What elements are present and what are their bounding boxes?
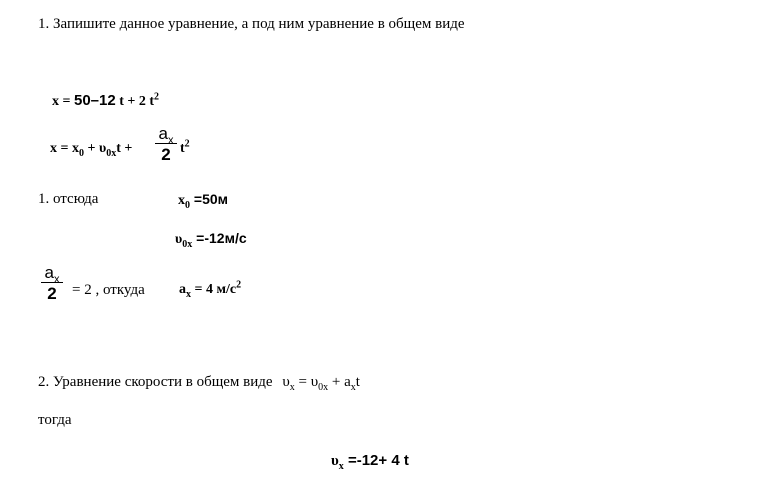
general-eq-v: + υ [83, 141, 107, 156]
given-eq-x: x = [52, 94, 74, 109]
given-eq-t-part: t + 2 t [115, 94, 155, 109]
general-eq-x-sub: 0 [78, 147, 84, 159]
ax-fraction-bar [41, 282, 63, 283]
hence-label: 1. отсюда [38, 191, 99, 207]
ax-line-text: = 2 , откуда [72, 282, 145, 298]
velocity-result: $\upsilon_x =-12+ 4$ t [331, 452, 409, 472]
general-eq-fraction [155, 125, 177, 163]
given-eq-exponent: 2 [154, 91, 160, 103]
fraction-numerator: $a_x$ [158, 124, 174, 147]
general-eq-lhs: x = x [50, 141, 79, 156]
task2-heading: 2. Уравнение скорости в общем виде $\upsilon_x = \upsilon_{0x} + a_xt$ [38, 374, 360, 393]
fraction-denominator: 2 [161, 145, 171, 164]
ax-fraction-numerator: $a_x$ [44, 263, 60, 286]
ax-value: $a_x = 4$ $м/с^2$ [179, 279, 242, 300]
general-equation [50, 141, 132, 157]
fraction-bar [155, 143, 177, 144]
general-eq-t2: $t^2$ [180, 138, 190, 156]
given-eq-coeffs: 50–12 [73, 92, 116, 109]
x0-value: $x_0 =50м$ [178, 191, 228, 211]
v0x-value: $\upsilon_{0x} =-12м/с$ [175, 230, 247, 250]
general-eq-t1: t + [116, 141, 133, 156]
then-label: тогда [38, 412, 72, 428]
ax-fraction [41, 264, 63, 302]
ax-fraction-denominator: 2 [47, 284, 57, 303]
task1-heading: 1. Запишите данное уравнение, а под ним уравнение в общем виде [38, 16, 465, 32]
general-eq-v-sub: 0x [106, 147, 117, 159]
given-equation [52, 92, 159, 110]
velocity-general-equation: $\upsilon_x = \upsilon_{0x} + a_xt$ [282, 374, 360, 393]
